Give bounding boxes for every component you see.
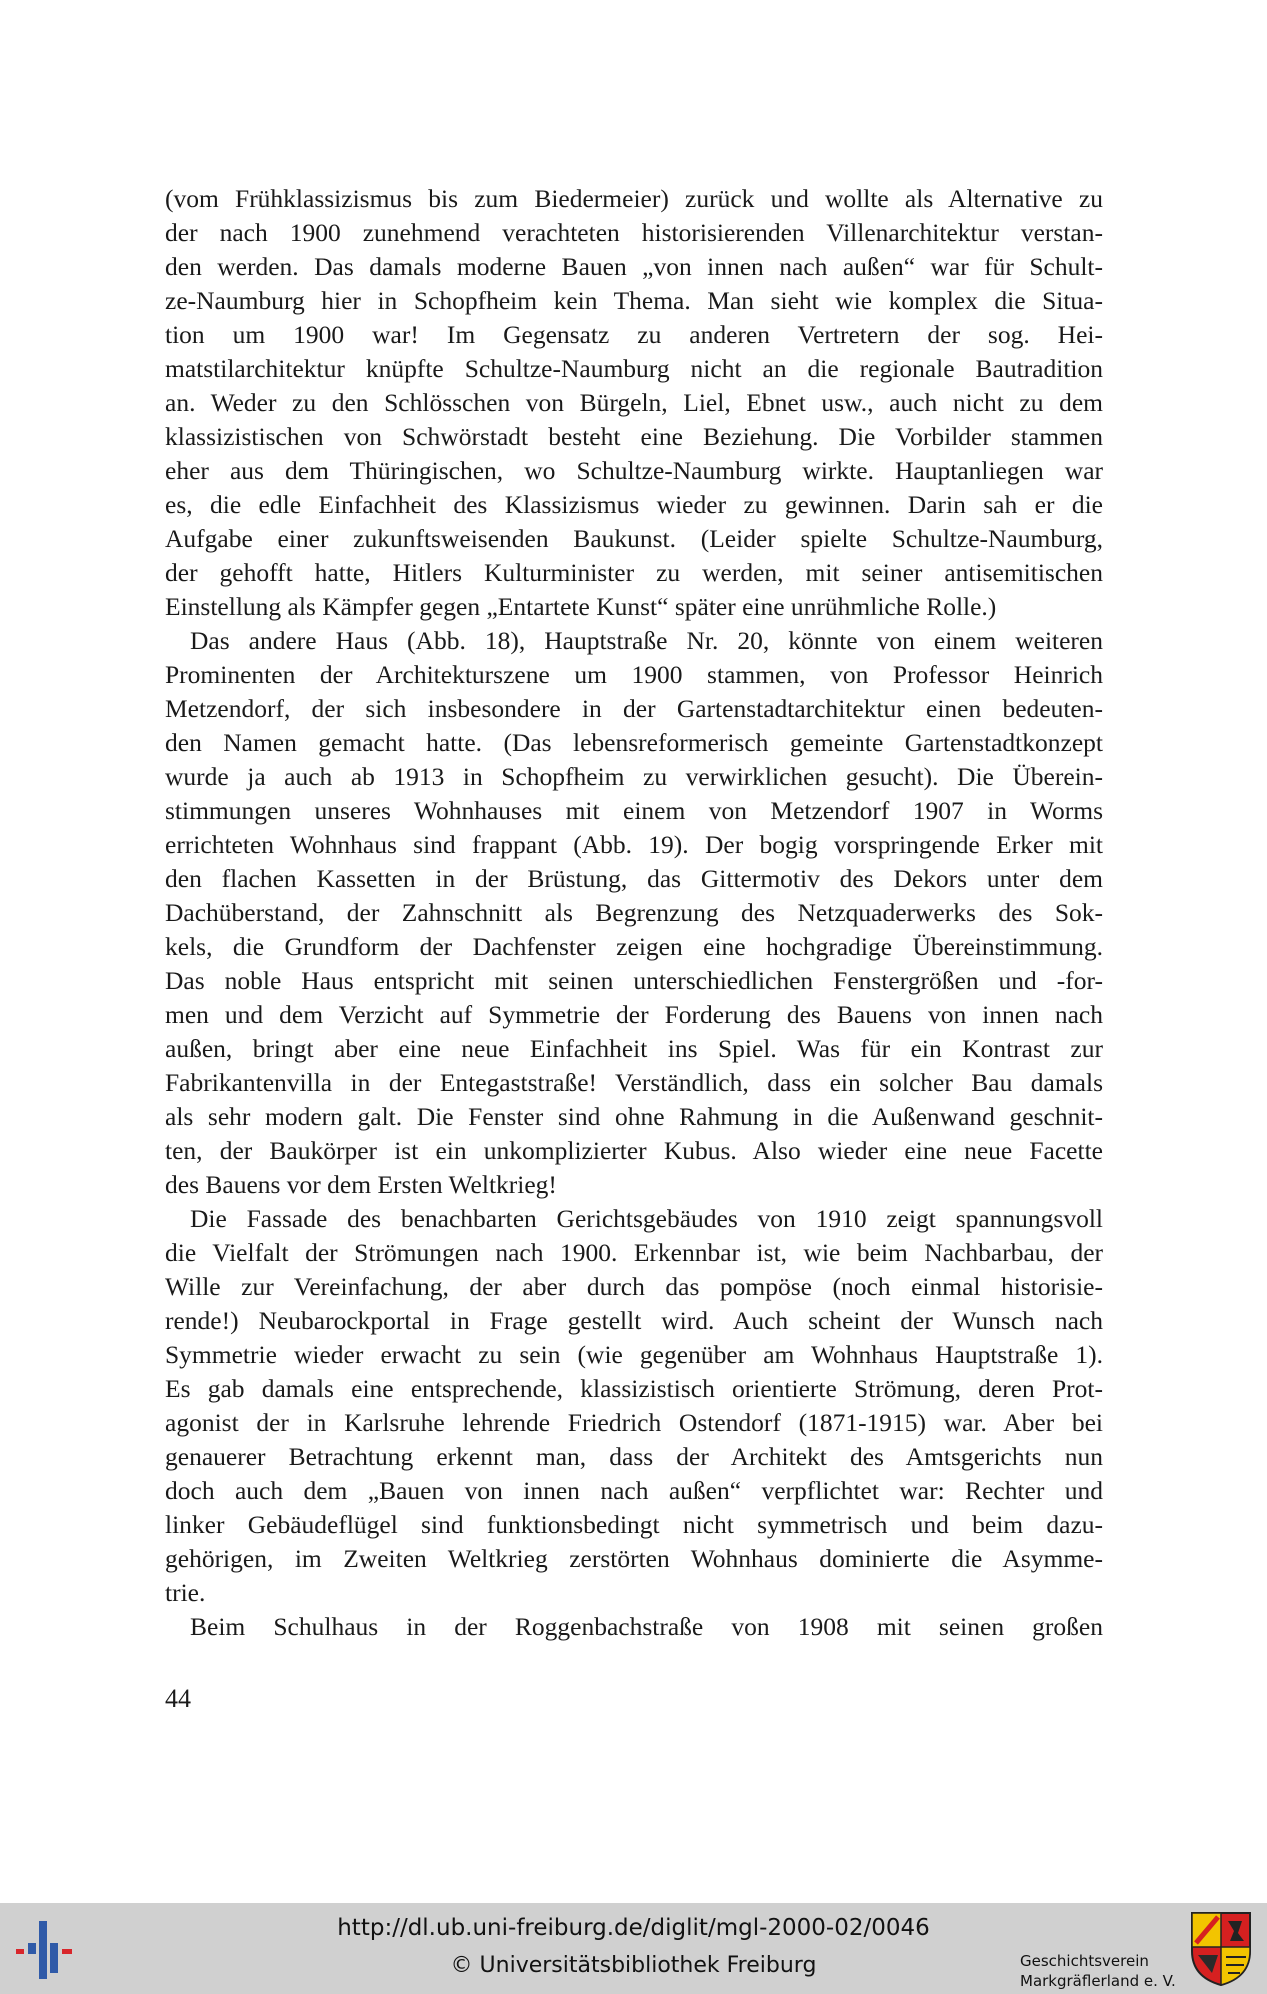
footer-copyright: © Universitätsbibliothek Freiburg: [450, 1953, 817, 1978]
text-line: men und dem Verzicht auf Symmetrie der Forderung des Bauens von innen nach: [165, 1000, 1103, 1029]
text-line: der nach 1900 zunehmend verachteten historisierenden Villenarchitektur verstan-: [165, 218, 1103, 247]
coat-of-arms-icon: [1190, 1911, 1252, 1987]
page-body-text: [165, 182, 1103, 1644]
text-line: Einstellung als Kämpfer gegen „Entartete Kunst“ später eine unrühmliche Rolle.): [165, 592, 997, 621]
text-line: stimmungen unseres Wohnhauses mit einem von Metzendorf 1907 in Worms: [165, 796, 1103, 825]
text-line: Fabrikantenvilla in der Entegaststraße! Verständlich, dass ein solcher Bau damals: [165, 1068, 1103, 1097]
text-line: Wille zur Vereinfachung, der aber durch das pompöse (noch einmal historisie-: [165, 1272, 1103, 1301]
text-line: Symmetrie wieder erwacht zu sein (wie gegenüber am Wohnhaus Hauptstraße 1).: [165, 1340, 1103, 1369]
text-line: den werden. Das damals moderne Bauen „von innen nach außen“ war für Schult-: [165, 252, 1103, 281]
society-name-line: Geschichtsverein: [1020, 1952, 1149, 1970]
text-line: die Vielfalt der Strömungen nach 1900. Erkennbar ist, wie beim Nachbarbau, der: [165, 1238, 1103, 1267]
text-line: Metzendorf, der sich insbesondere in der Gartenstadtarchitektur einen bedeuten-: [165, 694, 1103, 723]
text-line: tion um 1900 war! Im Gegensatz zu anderen Vertretern der sog. Hei-: [165, 320, 1103, 349]
footer-bar: [0, 1903, 1267, 1994]
text-line: Dachüberstand, der Zahnschnitt als Begrenzung des Netzquaderwerks des Sok-: [165, 898, 1103, 927]
text-line: Die Fassade des benachbarten Gerichtsgebäudes von 1910 zeigt spannungsvoll: [190, 1204, 1103, 1233]
text-line: trie.: [165, 1578, 206, 1607]
text-line: der gehofft hatte, Hitlers Kulturminister zu werden, mit seiner antisemitischen: [165, 558, 1103, 587]
text-line: Das noble Haus entspricht mit seinen unterschiedlichen Fenstergrößen und -for-: [165, 966, 1103, 995]
text-line: es, die edle Einfachheit des Klassizismus wieder zu gewinnen. Darin sah er die: [165, 490, 1103, 519]
text-line: errichteten Wohnhaus sind frappant (Abb. 19). Der bogig vorspringende Erker mit: [165, 830, 1103, 859]
text-line: rende!) Neubarockportal in Frage gestellt wird. Auch scheint der Wunsch nach: [165, 1306, 1103, 1335]
footer-society-name: [1020, 1951, 1176, 1991]
text-line: Es gab damals eine entsprechende, klassizistisch orientierte Strömung, deren Prot-: [165, 1374, 1103, 1403]
text-line: außen, bringt aber eine neue Einfachheit ins Spiel. Was für ein Kontrast zur: [165, 1034, 1103, 1063]
text-line: Beim Schulhaus in der Roggenbachstraße von 1908 mit seinen großen: [190, 1612, 1103, 1641]
text-line: als sehr modern galt. Die Fenster sind ohne Rahmung in die Außenwand geschnit-: [165, 1102, 1103, 1131]
text-line: eher aus dem Thüringischen, wo Schultze-Naumburg wirkte. Hauptanliegen war: [165, 456, 1103, 485]
text-line: den Namen gemacht hatte. (Das lebensreformerisch gemeinte Gartenstadtkonzept: [165, 728, 1103, 757]
text-line: des Bauens vor dem Ersten Weltkrieg!: [165, 1170, 557, 1199]
text-line: ten, der Baukörper ist ein unkomplizierter Kubus. Also wieder eine neue Facette: [165, 1136, 1103, 1165]
text-line: agonist der in Karlsruhe lehrende Friedrich Ostendorf (1871-1915) war. Aber bei: [165, 1408, 1103, 1437]
text-line: an. Weder zu den Schlösschen von Bürgeln, Liel, Ebnet usw., auch nicht zu dem: [165, 388, 1103, 417]
text-line: den flachen Kassetten in der Brüstung, das Gittermotiv des Dekors unter dem: [165, 864, 1103, 893]
text-line: gehörigen, im Zweiten Weltkrieg zerstörten Wohnhaus dominierte die Asymme-: [165, 1544, 1103, 1573]
society-name-line: Markgräflerland e. V.: [1020, 1972, 1176, 1990]
footer-url-link[interactable]: http://dl.ub.uni-freiburg.de/diglit/mgl-2000-02/0046: [337, 1915, 930, 1941]
text-line: Aufgabe einer zukunftsweisenden Baukunst. (Leider spielte Schultze-Naumburg,: [165, 524, 1103, 553]
text-line: wurde ja auch ab 1913 in Schopfheim zu verwirklichen gesucht). Die Überein-: [165, 762, 1103, 791]
text-line: Prominenten der Architekturszene um 1900 stammen, von Professor Heinrich: [165, 660, 1103, 689]
page-number: 44: [165, 1684, 191, 1713]
text-line: kels, die Grundform der Dachfenster zeigen eine hochgradige Übereinstimmung.: [165, 932, 1103, 961]
text-line: ze-Naumburg hier in Schopfheim kein Thema. Man sieht wie komplex die Situa-: [165, 286, 1103, 315]
text-line: doch auch dem „Bauen von innen nach außen“ verpflichtet war: Rechter und: [165, 1476, 1103, 1505]
text-line: klassizistischen von Schwörstadt besteht eine Beziehung. Die Vorbilder stammen: [165, 422, 1103, 451]
text-line: genauerer Betrachtung erkennt man, dass der Architekt des Amtsgerichts nun: [165, 1442, 1103, 1471]
text-line: (vom Frühklassizismus bis zum Biedermeier) zurück und wollte als Alternative zu: [165, 184, 1103, 213]
text-line: matstilarchitektur knüpfte Schultze-Naumburg nicht an die regionale Bautradition: [165, 354, 1103, 383]
text-line: linker Gebäudeflügel sind funktionsbedingt nicht symmetrisch und beim dazu-: [165, 1510, 1103, 1539]
text-line: Das andere Haus (Abb. 18), Hauptstraße Nr. 20, könnte von einem weiteren: [190, 626, 1103, 655]
